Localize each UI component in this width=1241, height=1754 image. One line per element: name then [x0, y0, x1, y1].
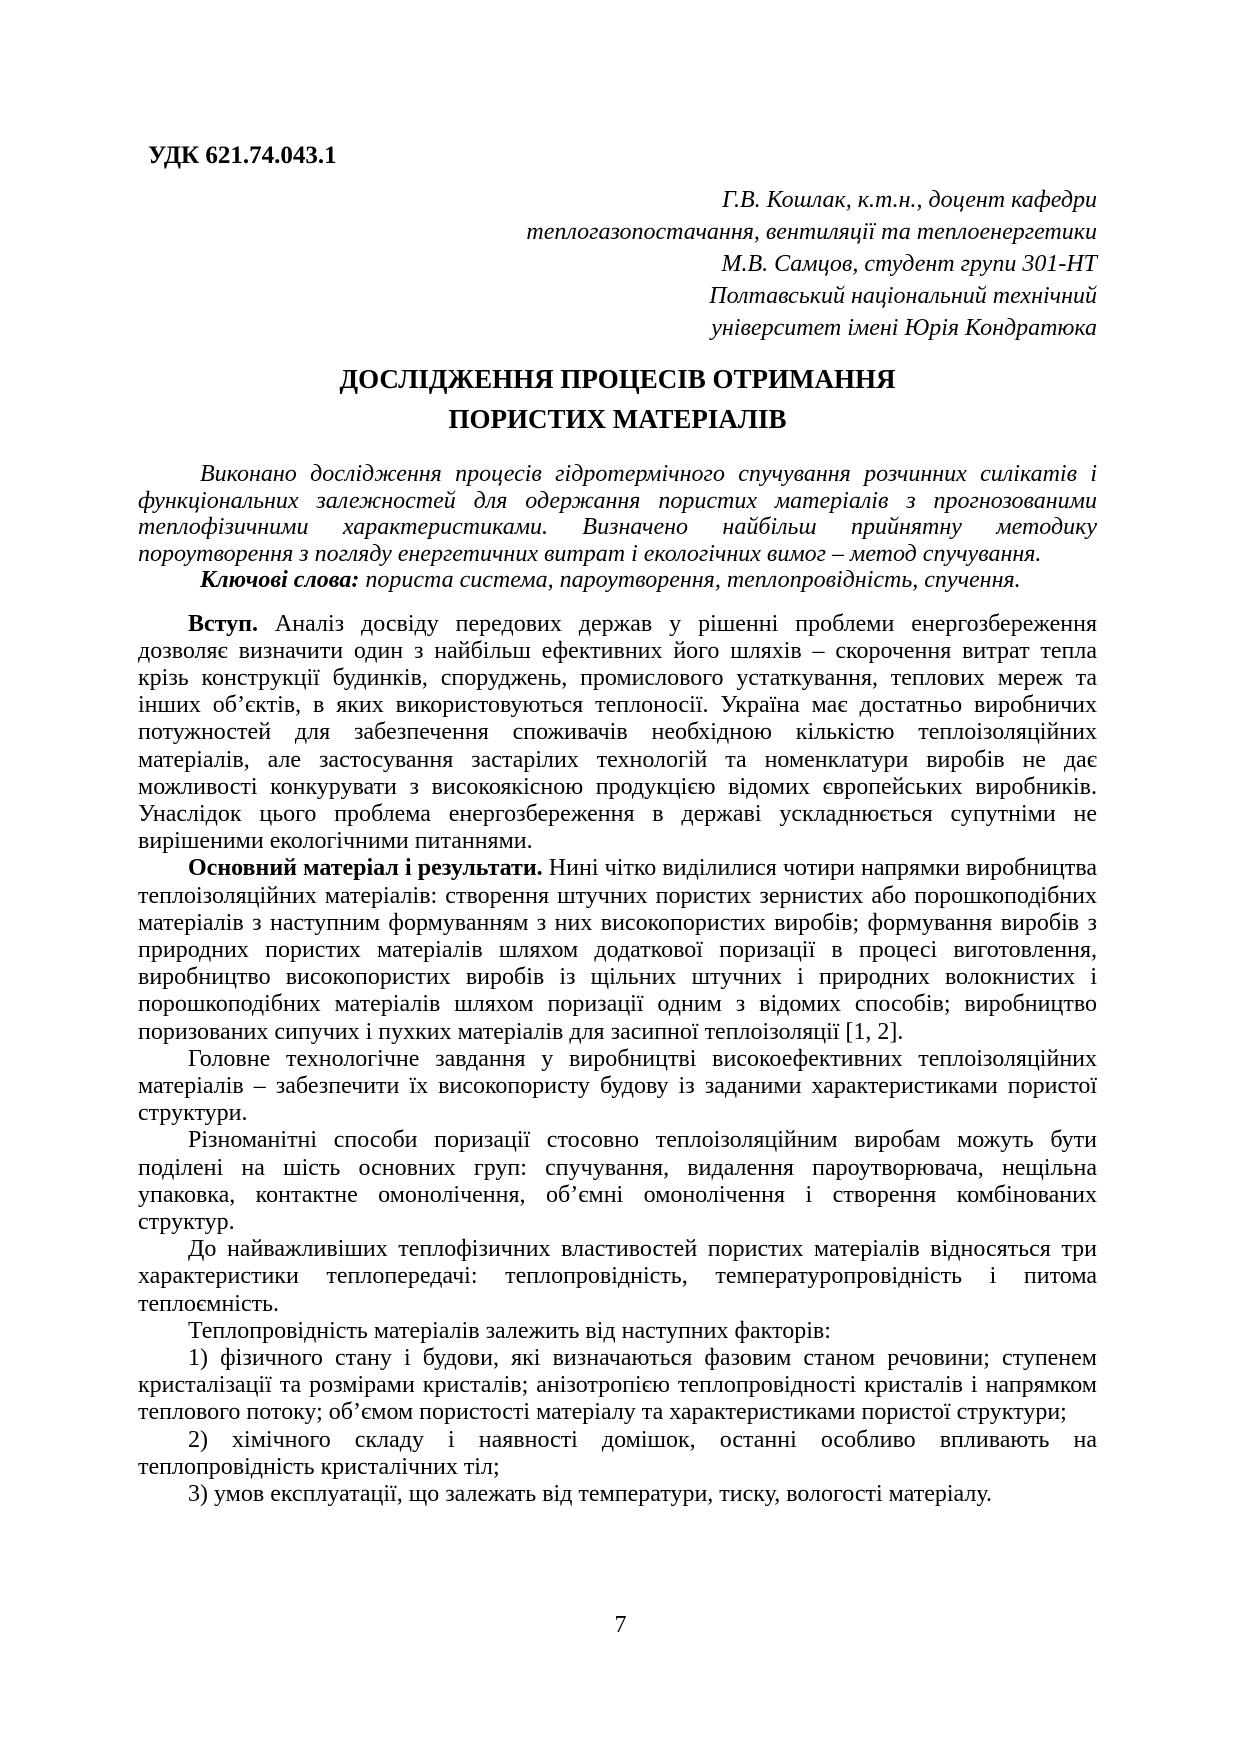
- body-paragraph: 1) фізичного стану і будови, які визначаються фазовим станом речовини; ступенем кристалізації та розмірами кристалів; анізотропією теплопровідності кристалів і напрямком теплового потоку; об’ємом пористості матеріалу та характеристиками пористої структури;: [138, 1344, 1097, 1426]
- paragraph-text: Аналіз досвіду передових держав у рішенні проблеми енергозбереження дозволяє визначити один з найбільш ефективних його шляхів – скорочення витрат тепла крізь конструкції будинків, споруджень, промислового устаткування, теплових мереж та інших об’єктів, в яких використовуються теплоносії. Україна має достатньо виробничих потужностей для забезпечення споживачів необхідною кількістю теплоізоляційних матеріалів, але застосування застарілих технологій та номенклатури виробів не дає можливості конкурувати з високоякісною продукцією відомих європейських виробників. Унаслідок цього проблема енергозбереження в державі ускладнюється супутніми не вирішеними екологічними питаннями.: [138, 610, 1098, 855]
- author-line: університет імені Юрія Кондратюка: [711, 315, 1097, 341]
- paragraph-text: Нині чітко виділилися чотири напрямки виробництва теплоізоляційних матеріалів: створення штучних пористих зернистих або порошкоподібних матеріалів з наступним формуванням з них високопористих виробів; формування виробів з природних пористих матеріалів шляхом додаткової поризації в процесі виготовлення, виробництво високопористих виробів із щільних штучних і природних волокнистих і порошкоподібних матеріалів шляхом поризації одним з відомих способів; виробництво поризованих сипучих і пухких матеріалів для засипної теплоізоляції [1, 2].: [138, 855, 1097, 1045]
- author-block: [138, 184, 1097, 344]
- author-line: Г.В. Кошлак, к.т.н., доцент кафедри: [722, 187, 1097, 213]
- paragraph-lead: Вступ.: [188, 610, 258, 637]
- body-paragraph: [138, 611, 1097, 856]
- keywords-label: Ключові слова:: [200, 567, 360, 593]
- abstract-text: Виконано дослідження процесів гідротермічного спучування розчинних силікатів і функціональних залежностей для одержання пористих матеріалів з прогнозованими теплофізичними характеристиками. Визначено найбільш прийнятну методику пороутворення з погляду енергетичних витрат і екологічних вимог – метод спучування.: [138, 461, 1097, 567]
- body-paragraph: Різноманітні способи поризації стосовно теплоізоляційним виробам можуть бути поділені на шість основних груп: спучування, видалення пароутворювача, нещільна упаковка, контактне омонолічення, об’ємні омонолічення і створення комбінованих структур.: [138, 1127, 1097, 1235]
- keywords-line: [138, 567, 1097, 594]
- author-line: Полтавський національний технічний: [709, 283, 1097, 309]
- article-title-line: ДОСЛІДЖЕННЯ ПРОЦЕСІВ ОТРИМАННЯ: [339, 364, 896, 394]
- page-number: 7: [614, 1612, 627, 1638]
- article-body: [138, 611, 1097, 1509]
- article-title-line: ПОРИСТИХ МАТЕРІАЛІВ: [448, 404, 787, 434]
- body-paragraph: Теплопровідність матеріалів залежить від наступних факторів:: [188, 1317, 831, 1344]
- author-line: теплогазопостачання, вентиляції та теплоенергетики: [526, 219, 1097, 245]
- body-paragraph: 2) хімічного складу і наявності домішок, останні особливо впливають на теплопровідність кристалічних тіл;: [138, 1426, 1097, 1480]
- keywords-text: пориста система, пароутворення, теплопровідність, спучення.: [365, 567, 1021, 593]
- body-paragraph: 3) умов експлуатації, що залежать від температури, тиску, вологості матеріалу.: [188, 1481, 992, 1507]
- body-paragraph: [138, 855, 1097, 1045]
- udc-code: УДК 621.74.043.1: [148, 142, 337, 169]
- article-title: [138, 359, 1097, 439]
- abstract-section: [138, 461, 1097, 594]
- body-paragraph: До найважливіших теплофізичних властивостей пористих матеріалів відносяться три характеристики теплопередачі: теплопровідність, температуропровідність і питома теплоємність.: [138, 1236, 1097, 1317]
- paragraph-lead: Основний матеріал і результати.: [188, 855, 543, 882]
- author-line: М.В. Самцов, студент групи 301-НТ: [721, 251, 1097, 277]
- body-paragraph: Головне технологічне завдання у виробництві високоефективних теплоізоляційних матеріалів – забезпечити їх високопористу будову із заданими характеристиками пористої структури.: [138, 1045, 1097, 1127]
